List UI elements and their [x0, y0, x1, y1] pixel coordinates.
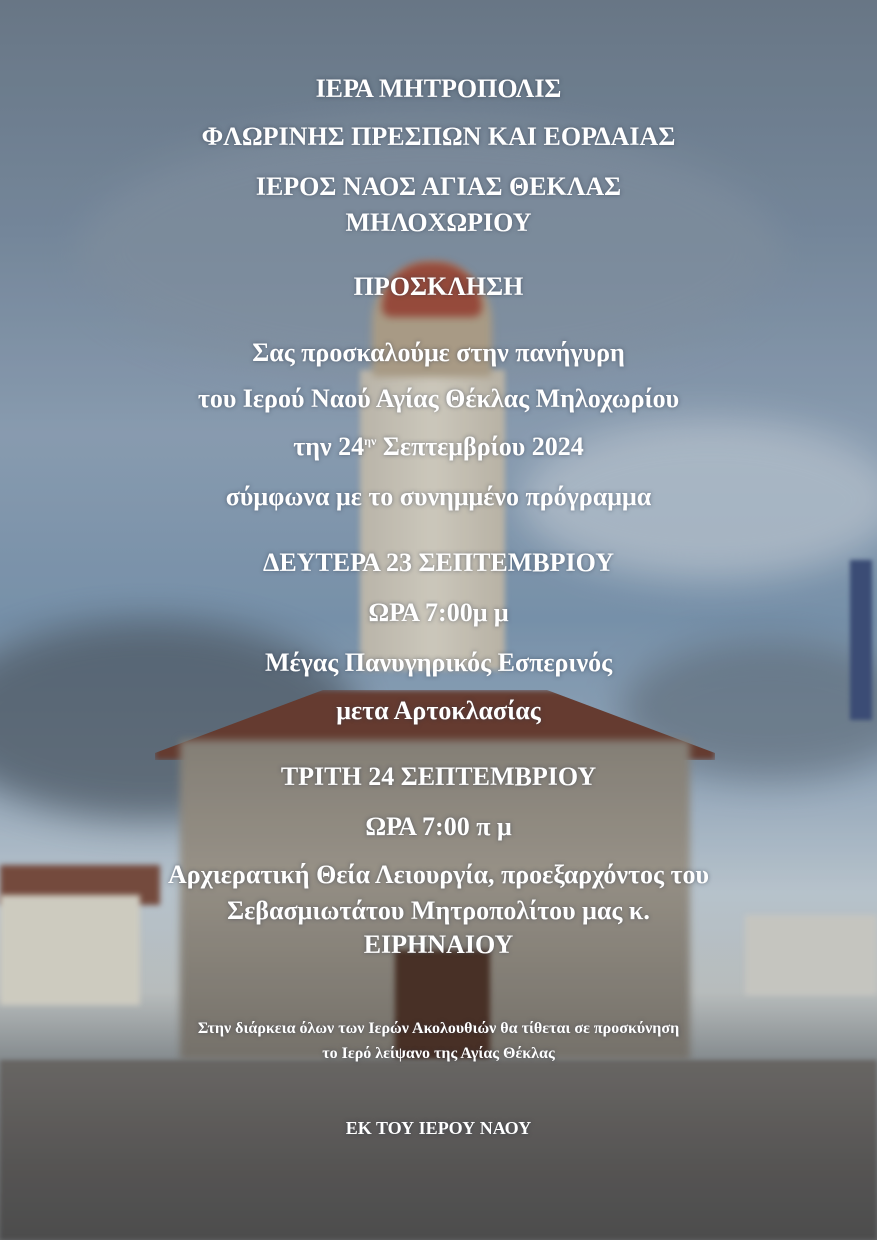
date-suffix: Σεπτεμβρίου 2024 — [376, 432, 584, 461]
relic-note-line-2: το Ιερό λείψανο της Αγίας Θέκλας — [322, 1045, 555, 1062]
invitation-line-4: σύμφωνα με το συνημμένο πρόγραμμα — [225, 482, 652, 511]
monday-date: ΔΕΥΤΕΡΑ 23 ΣΕΠΤΕΜΒΡΙΟΥ — [263, 548, 614, 577]
date-superscript: ην — [364, 434, 377, 448]
monday-detail: μετα Αρτοκλασίας — [336, 696, 541, 725]
invitation-line-2: του Ιερού Ναού Αγίας Θέκλας Μηλοχωρίου — [197, 384, 680, 413]
church-title: ΙΕΡΟΣ ΝΑΟΣ ΑΓΙΑΣ ΘΕΚΛΑΣ — [255, 172, 622, 201]
invitation-date-line — [0, 432, 877, 462]
invitation-heading: ΠΡΟΣΚΛΗΣΗ — [353, 272, 524, 301]
invitation-line-1: Σας προσκαλούμε στην πανήγυρη — [252, 338, 625, 367]
tuesday-time: ΩΡΑ 7:00 π μ — [365, 812, 512, 841]
diocese-title: ΦΛΩΡΙΝΗΣ ΠΡΕΣΠΩΝ ΚΑΙ ΕΟΡΔΑΙΑΣ — [201, 122, 676, 151]
tuesday-service-line-3: ΕΙΡΗΝΑΙΟΥ — [363, 930, 514, 959]
signature: ΕΚ ΤΟΥ ΙΕΡΟΥ ΝΑΟΥ — [345, 1118, 532, 1138]
date-prefix: την 24 — [293, 432, 365, 461]
tuesday-date: ΤΡΙΤΗ 24 ΣΕΠΤΕΜΒΡΙΟΥ — [280, 762, 597, 791]
tuesday-service-line-2: Σεβασμιωτάτου Μητροπολίτου μας κ. — [227, 896, 650, 925]
metropolis-title: ΙΕΡΑ ΜΗΤΡΟΠΟΛΙΣ — [315, 74, 562, 103]
village-title: ΜΗΛΟΧΩΡΙΟΥ — [345, 208, 532, 237]
monday-service: Μέγας Πανυγηρικός Εσπερινός — [264, 648, 613, 677]
relic-note-line-1: Στην διάρκεια όλων των Ιερών Ακολουθιών θα τίθεται σε προσκύνηση — [197, 1020, 680, 1037]
tuesday-service-line-1: Αρχιερατική Θεία Λειουργία, προεξαρχόντος του — [168, 860, 709, 889]
monday-time: ΩΡΑ 7:00μ μ — [368, 598, 509, 627]
